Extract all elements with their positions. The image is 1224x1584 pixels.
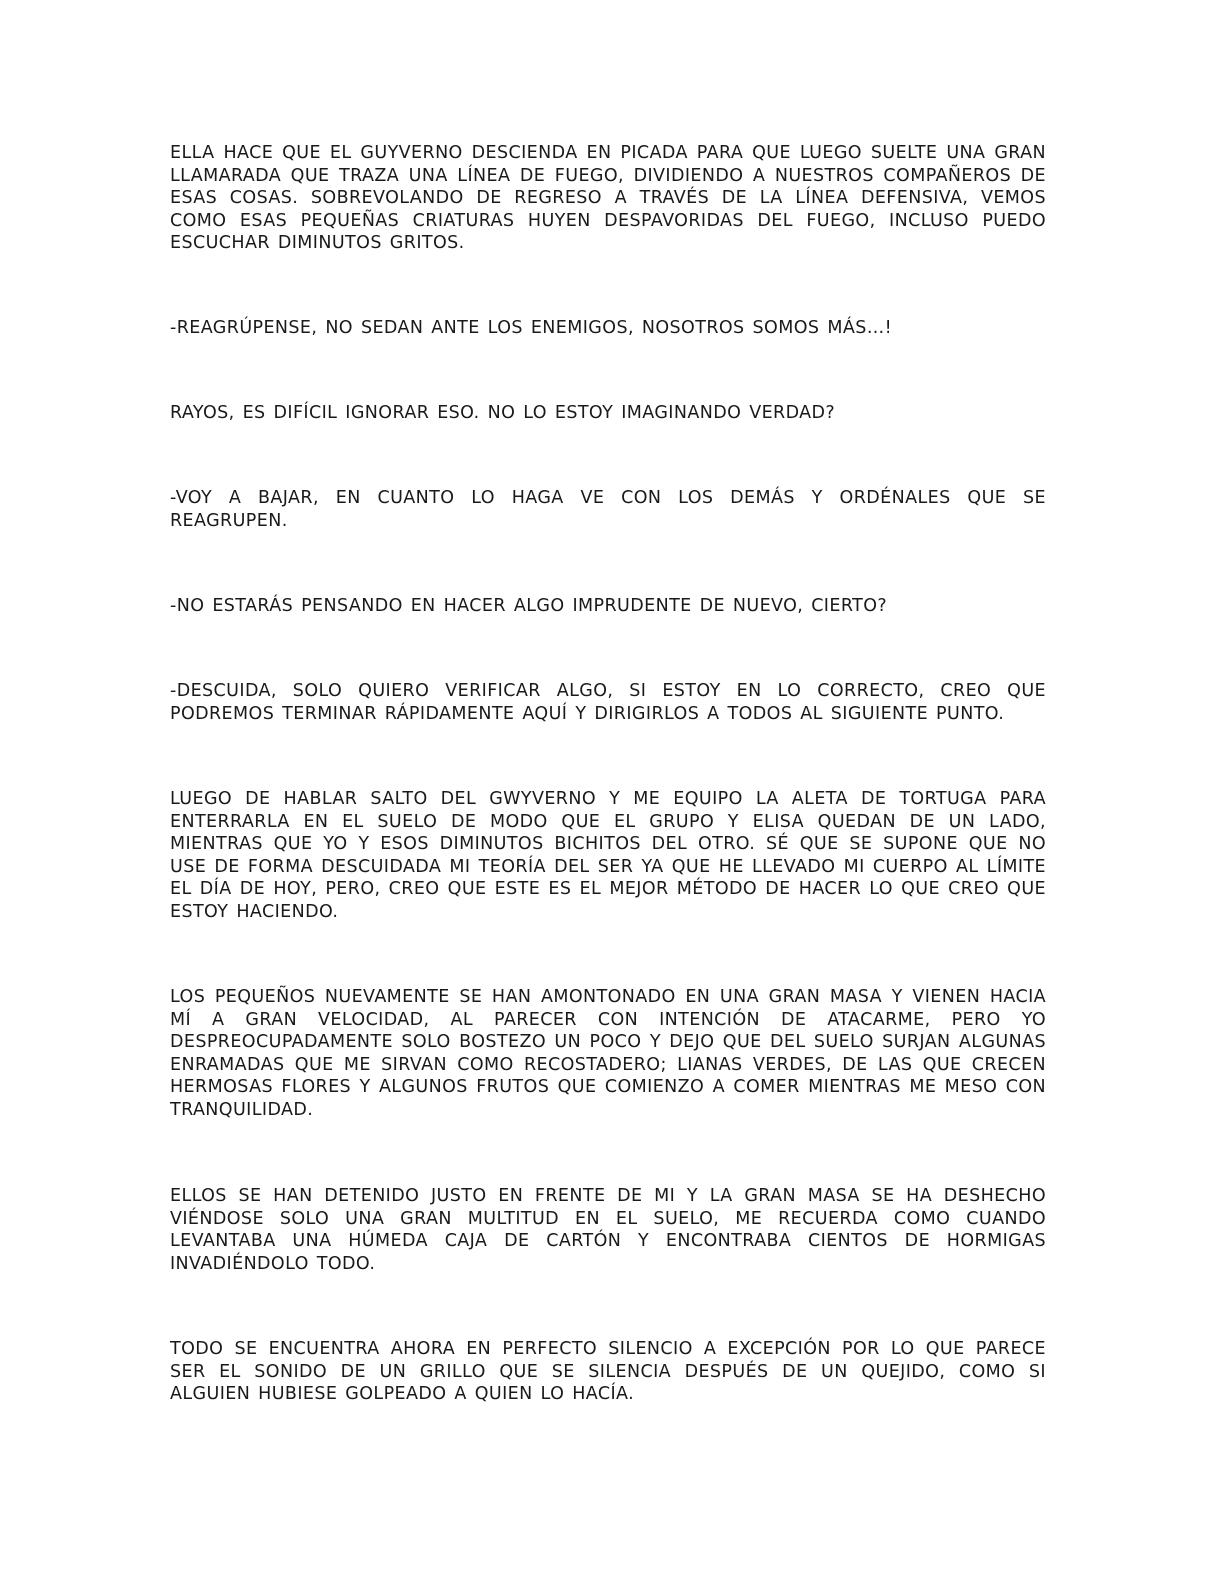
dialogue-paragraph: -NO ESTARÁS PENSANDO EN HACER ALGO IMPRUDENTE DE NUEVO, CIERTO? (170, 596, 888, 616)
dialogue-paragraph: -DESCUIDA, SOLO QUIERO VERIFICAR ALGO, SI ESTOY EN LO CORRECTO, CREO QUE PODREMOS TERMINAR RÁPIDAMENTE AQUÍ Y DIRIGIRLOS A TODOS AL SIGUIENTE PUNTO. (170, 681, 1046, 724)
narration-paragraph: ELLA HACE QUE EL GUYVERNO DESCIENDA EN PICADA PARA QUE LUEGO SUELTE UNA GRAN LLAMARADA QUE TRAZA UNA LÍNEA DE FUEGO, DIVIDIENDO A NUESTROS COMPAÑEROS DE ESAS COSAS. SOBREVOLANDO DE REGRESO A TRAVÉS DE LA LÍNEA DEFENSIVA, VEMOS COMO ESAS PEQUEÑAS CRIATURAS HUYEN DESPAVORIDAS DEL FUEGO, INCLUSO PUEDO ESCUCHAR DIMINUTOS GRITOS. (170, 143, 1046, 254)
dialogue-paragraph: -VOY A BAJAR, EN CUANTO LO HAGA VE CON LOS DEMÁS Y ORDÉNALES QUE SE REAGRUPEN. (170, 488, 1046, 531)
narration-paragraph: ELLOS SE HAN DETENIDO JUSTO EN FRENTE DE MI Y LA GRAN MASA SE HA DESHECHO VIÉNDOSE SOLO UNA GRAN MULTITUD EN EL SUELO, ME RECUERDA COMO CUANDO LEVANTABA UNA HÚMEDA CAJA DE CARTÓN Y ENCONTRABA CIENTOS DE HORMIGAS INVADIÉNDOLO TODO. (170, 1186, 1046, 1274)
narration-paragraph: LUEGO DE HABLAR SALTO DEL GWYVERNO Y ME EQUIPO LA ALETA DE TORTUGA PARA ENTERRARLA EN EL SUELO DE MODO QUE EL GRUPO Y ELISA QUEDAN DE UN LADO, MIENTRAS QUE YO Y ESOS DIMINUTOS BICHITOS DEL OTRO. SÉ QUE SE SUPONE QUE NO USE DE FORMA DESCUIDADA MI TEORÍA DEL SER YA QUE HE LLEVADO MI CUERPO AL LÍMITE EL DÍA DE HOY, PERO, CREO QUE ESTE ES EL MEJOR MÉTODO DE HACER LO QUE CREO QUE ESTOY HACIENDO. (170, 789, 1046, 922)
dialogue-paragraph: -REAGRÚPENSE, NO SEDAN ANTE LOS ENEMIGOS, NOSOTROS SOMOS MÁS…! (170, 318, 893, 338)
narration-paragraph: RAYOS, ES DIFÍCIL IGNORAR ESO. NO LO ESTOY IMAGINANDO VERDAD? (170, 403, 836, 423)
narration-paragraph: TODO SE ENCUENTRA AHORA EN PERFECTO SILENCIO A EXCEPCIÓN POR LO QUE PARECE SER EL SONIDO DE UN GRILLO QUE SE SILENCIA DESPUÉS DE UN QUEJIDO, COMO SI ALGUIEN HUBIESE GOLPEADO A QUIEN LO HACÍA. (170, 1339, 1046, 1405)
narration-paragraph: LOS PEQUEÑOS NUEVAMENTE SE HAN AMONTONADO EN UNA GRAN MASA Y VIENEN HACIA MÍ A GRAN VELOCIDAD, AL PARECER CON INTENCIÓN DE ATACARME, PERO YO DESPREOCUPADAMENTE SOLO BOSTEZO UN POCO Y DEJO QUE DEL SUELO SURJAN ALGUNAS ENRAMADAS QUE ME SIRVAN COMO RECOSTADERO; LIANAS VERDES, DE LAS QUE CRECEN HERMOSAS FLORES Y ALGUNOS FRUTOS QUE COMIENZO A COMER MIENTRAS ME MESO CON TRANQUILIDAD. (170, 987, 1046, 1120)
